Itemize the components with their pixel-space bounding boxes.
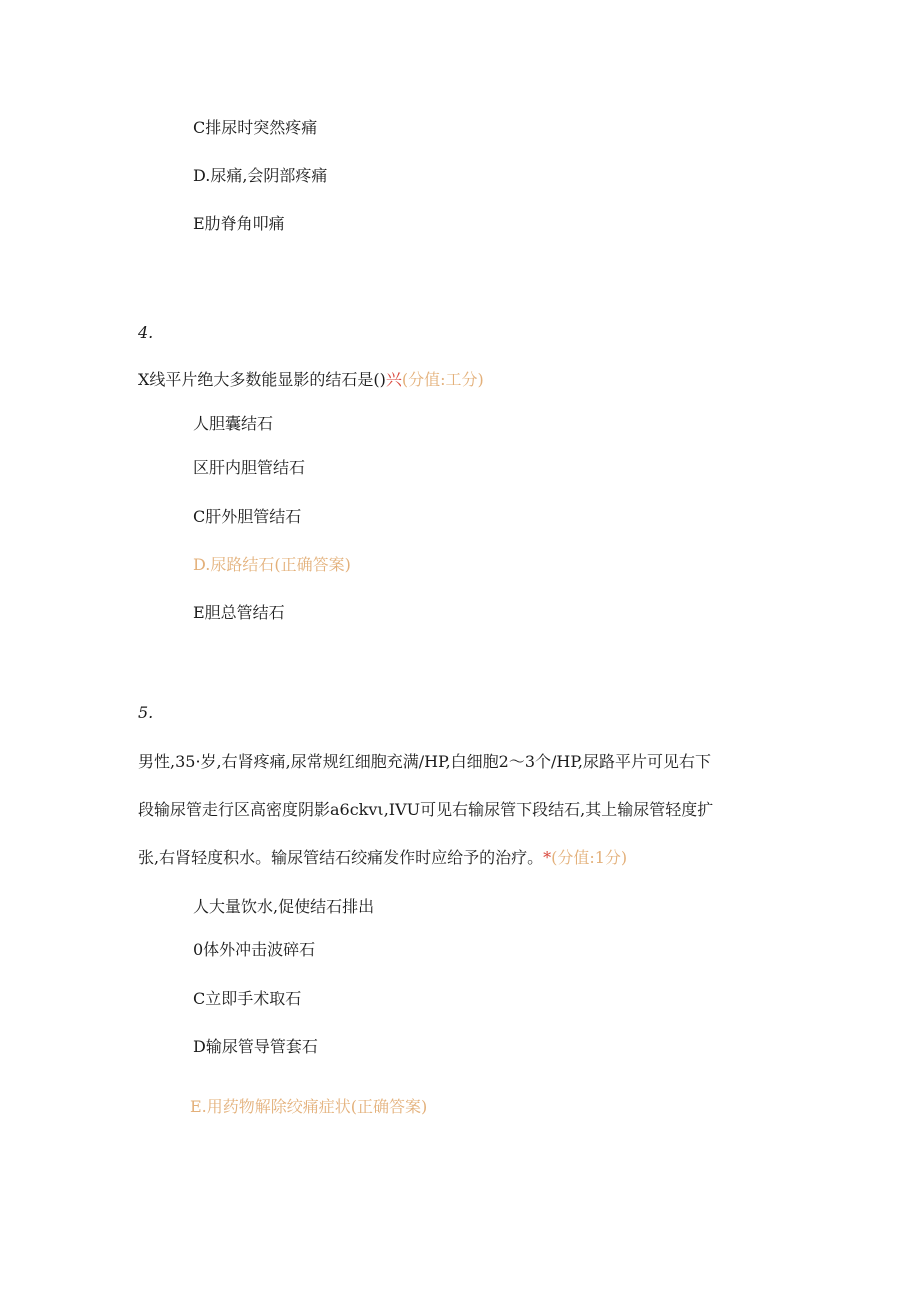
q4-number: 4. [138, 323, 154, 342]
q4-option-b: 区肝内胆管结石 [193, 458, 306, 477]
q5-required-star: * [543, 848, 552, 867]
q4-stem-text: X线平片绝大多数能显影的结石是() [138, 370, 386, 389]
q5-stem-text: 张,右肾轻度积水。输尿管结石绞痛发作时应给予的治疗。 [138, 848, 544, 867]
q3-option-c: C排尿时突然疼痛 [193, 118, 318, 137]
q4-option-a: 人胆囊结石 [193, 414, 274, 433]
q3-option-e: E肋脊角叩痛 [193, 214, 285, 233]
q5-stem-line-2: 段输尿管走行区高密度阴影a6ckvι,IVU可见右输尿管下段结石,其上输尿管轻度扩 [138, 800, 714, 819]
q5-option-c: C立即手术取石 [193, 989, 302, 1008]
q5-number: 5. [138, 703, 154, 722]
q4-option-c: C肝外胆管结石 [193, 507, 302, 526]
q3-option-d: D.尿痛,会阴部疼痛 [193, 166, 328, 185]
q5-option-e-correct: E.用药物解除绞痛症状(正确答案) [190, 1097, 428, 1116]
q5-stem-line-3 [138, 848, 627, 868]
q4-stem [138, 370, 484, 390]
q5-option-a: 人大量饮水,促使结石排出 [193, 897, 375, 916]
q4-score: (分值:工分) [401, 370, 484, 389]
q4-required-star: 兴 [385, 370, 402, 389]
q5-score: (分值:1分) [551, 848, 628, 867]
q5-stem-line-1: 男性,35·岁,右肾疼痛,尿常规红细胞充满/HP,白细胞2〜3个/HP,尿路平片可见右下 [138, 752, 711, 771]
q5-option-d: D输尿管导管套石 [193, 1037, 318, 1056]
q4-option-d-correct: D.尿路结石(正确答案) [193, 555, 351, 574]
q5-option-b: 0体外冲击波碎石 [193, 940, 316, 959]
q4-option-e: E胆总管结石 [193, 603, 285, 622]
